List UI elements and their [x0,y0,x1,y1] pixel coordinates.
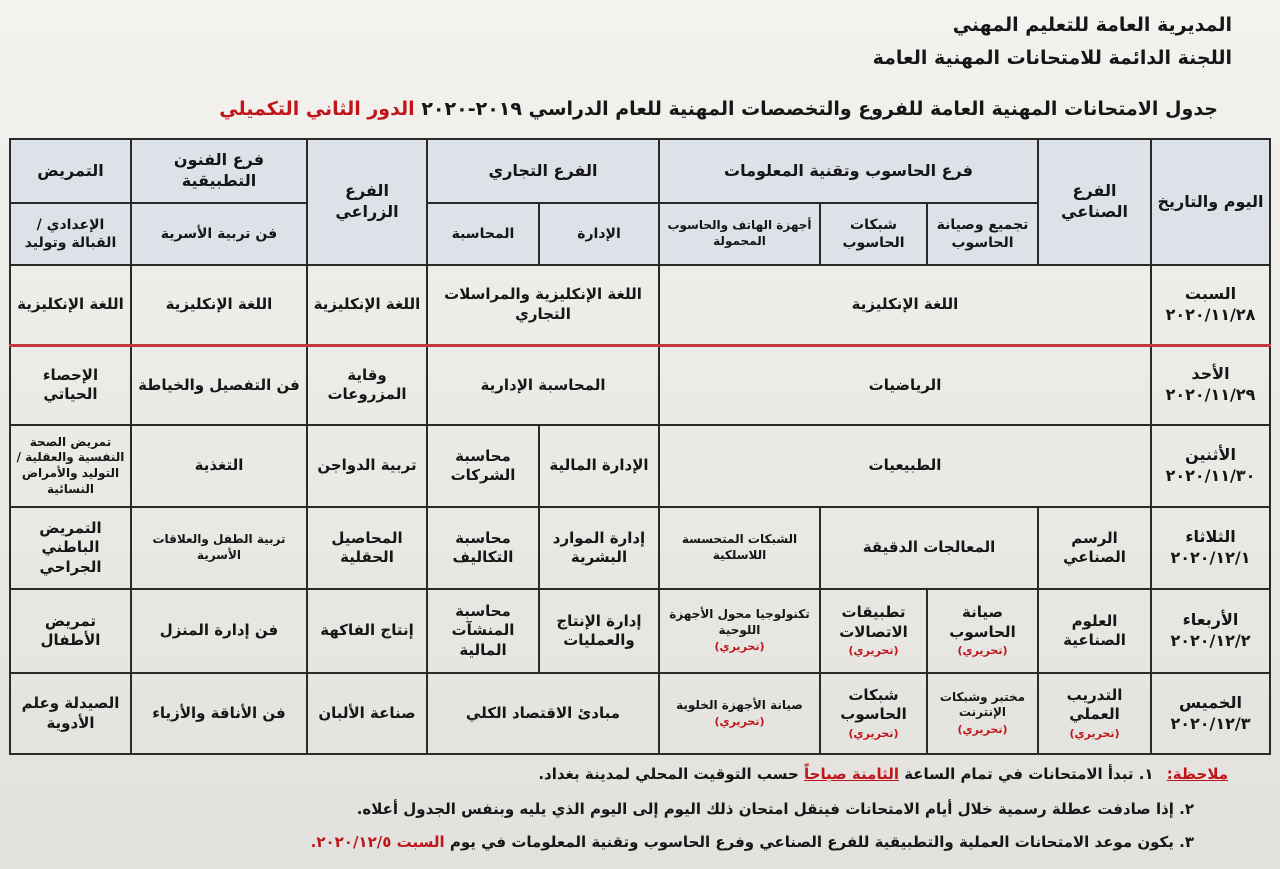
subject-cell: الطبيعيات [659,425,1151,507]
note-1-time: الثامنة صباحاً [804,765,899,783]
subject-cell: الشبكات المتحسسة اللاسلكية [659,507,820,589]
subheader-comp-net: شبكات الحاسوب [820,203,927,265]
subject-cell: الصيدلة وعلم الأدوية [10,673,131,754]
subject-cell [927,673,1038,754]
note-label: ملاحظة: [1166,765,1228,783]
header-row [10,139,1270,203]
day-cell: الأثنين ٢٠٢٠/١١/٣٠ [1151,425,1270,507]
committee-name: اللجنة الدائمة للامتحانات المهنية العامة [872,47,1232,69]
table-row [10,589,1270,673]
note-3 [311,833,1194,851]
written-tag: (تحريري) [848,644,899,658]
written-tag: (تحريري) [714,715,765,729]
table-row [10,345,1270,425]
subject-cell [820,673,927,754]
header-arts: فرع الفنون التطبيقية [131,139,307,203]
subject-cell: وقاية المزروعات [307,345,427,425]
written-tag: (تحريري) [848,726,899,740]
day-cell: الخميس ٢٠٢٠/١٢/٣ [1151,673,1270,754]
day-cell: الثلاثاء ٢٠٢٠/١٢/١ [1151,507,1270,589]
subject-cell: محاسبة المنشآت المالية [427,589,539,673]
subject-cell: فن التفصيل والخياطة [131,345,307,425]
table-row [10,425,1270,507]
subject-name: مختبر وشبكات الإنترنت [939,689,1026,720]
table-row [10,265,1270,345]
header-agricultural: الفرع الزراعي [307,139,427,265]
subject-cell [659,673,820,754]
note-1-text-b: حسب التوقيت المحلي لمدينة بغداد. [538,765,799,783]
table-row [10,673,1270,754]
header-industrial: الفرع الصناعي [1038,139,1151,265]
table-row [10,507,1270,589]
subject-cell: تربية الدواجن [307,425,427,507]
subheader-com-admin: الإدارة [539,203,659,265]
schedule-table [9,138,1271,755]
subject-cell: الإدارة المالية [539,425,659,507]
subject-cell: المحاصيل الحقلية [307,507,427,589]
subject-name: صيانة الحاسوب [949,603,1016,641]
subject-cell: إنتاج الفاكهة [307,589,427,673]
subject-cell [820,589,927,673]
note-2: ٢. إذا صادفت عطلة رسمية خلال أيام الامتحانات فينقل امتحان ذلك اليوم إلى اليوم الذي يليه وبنفس الجدول أعلاه. [356,800,1194,818]
subject-cell: الإحصاء الحياتي [10,345,131,425]
subject-cell: الرياضيات [659,345,1151,425]
subject-name: تطبيقات الاتصالات [839,603,908,641]
header-commercial: الفرع التجاري [427,139,659,203]
subject-cell [1038,673,1151,754]
subject-cell: التمريض الباطني الجراحي [10,507,131,589]
note-3-date: السبت ٢٠٢٠/١٢/٥. [310,833,445,851]
title-round: الدور الثاني التكميلي [219,98,415,120]
subject-cell: مبادئ الاقتصاد الكلي [427,673,659,754]
subject-cell: تربية الطفل والعلاقات الأسرية [131,507,307,589]
subject-cell: تمريض الأطفال [10,589,131,673]
note-1-text-a: ١. تبدأ الامتحانات في تمام الساعة [904,765,1154,783]
subject-name: شبكات الحاسوب [840,685,907,724]
subject-cell: اللغة الإنكليزية [659,265,1151,345]
subject-cell: فن الأناقة والأزياء [131,673,307,754]
day-cell: السبت ٢٠٢٠/١١/٢٨ [1151,265,1270,345]
header-nursing: التمريض [10,139,131,203]
subject-cell: اللغة الإنكليزية [10,265,131,345]
subject-cell: تمريض الصحة النفسية والعقلية / التوليد والأمراض النسائية [10,425,131,507]
subject-cell: فن إدارة المنزل [131,589,307,673]
subject-cell: المعالجات الدقيقة [820,507,1038,589]
written-tag: (تحريري) [957,644,1008,658]
subject-cell: اللغة الإنكليزية والمراسلات التجاري [427,265,659,345]
title-main: جدول الامتحانات المهنية العامة للفروع والتخصصات المهنية للعام الدراسي ٢٠١٩-٢٠٢٠ [421,98,1218,120]
written-tag: (تحريري) [714,640,765,654]
subheader-com-acc: المحاسبة [427,203,539,265]
written-tag: (تحريري) [957,722,1008,736]
day-cell: الأربعاء ٢٠٢٠/١٢/٢ [1151,589,1270,673]
subject-cell: العلوم الصناعية [1038,589,1151,673]
header-computer: فرع الحاسوب وتقنية المعلومات [659,139,1038,203]
subheader-comp-maint: تجميع وصيانة الحاسوب [927,203,1038,265]
subject-name: تكنولوجيا محول الأجهزة اللوحية [669,607,810,637]
subject-cell: اللغة الإنكليزية [307,265,427,345]
subject-cell [927,589,1038,673]
subheader-comp-mobile: أجهزة الهاتف والحاسوب المحمولة [659,203,820,265]
subject-cell: إدارة الموارد البشرية [539,507,659,589]
subject-name: التدريب العملي [1066,685,1123,724]
day-cell: الأحد ٢٠٢٠/١١/٢٩ [1151,345,1270,425]
page-title [219,98,1218,120]
directorate-name: المديرية العامة للتعليم المهني [952,14,1232,36]
written-tag: (تحريري) [1069,726,1120,740]
subheader-nursing: الإعدادي / القبالة وتوليد [10,203,131,265]
note-1 [538,765,1228,783]
subject-cell: إدارة الإنتاج والعمليات [539,589,659,673]
subject-cell [659,589,820,673]
subject-cell: المحاسبة الإدارية [427,345,659,425]
subject-cell: محاسبة التكاليف [427,507,539,589]
subject-cell: صناعة الألبان [307,673,427,754]
note-3-text: ٣. يكون موعد الامتحانات العملية والتطبيقية للفرع الصناعي وفرع الحاسوب وتقنية المعلومات في يوم [449,833,1194,851]
subheader-arts-family: فن تربية الأسرية [131,203,307,265]
subject-cell: الرسم الصناعي [1038,507,1151,589]
subject-cell: محاسبة الشركات [427,425,539,507]
header-day: اليوم والتاريخ [1151,139,1270,265]
subject-name: صيانة الأجهزة الخلوية [676,697,803,712]
subject-cell: اللغة الإنكليزية [131,265,307,345]
subject-cell: التغذية [131,425,307,507]
